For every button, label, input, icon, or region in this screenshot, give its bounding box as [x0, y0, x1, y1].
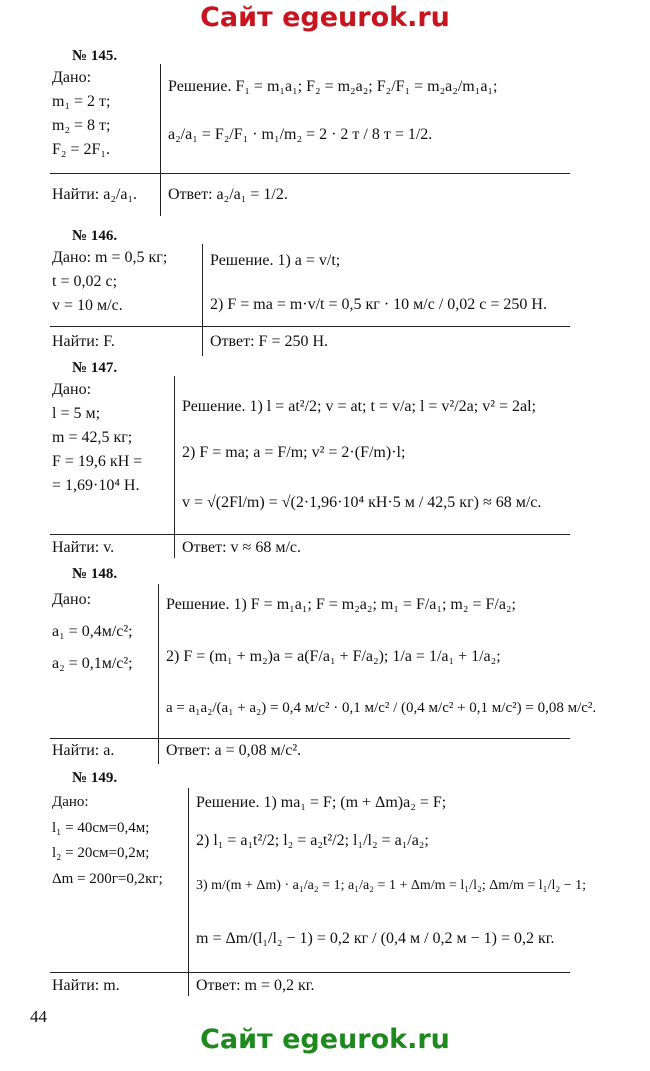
given-block	[52, 66, 110, 162]
divider-horizontal	[50, 738, 570, 739]
given-line: t = 0,02 с;	[52, 273, 118, 290]
solution-line: Решение. 1) ma₁ = F; (m + Δm)a₂ = F;	[196, 794, 447, 811]
solution-line: Решение. 1) F = m₁a₁; F = m₂a₂; m₁ = F/a₁; m₂ = F/a₂;	[166, 596, 516, 613]
given-line: m₂ = 8 т;	[52, 117, 111, 134]
given-line: l₁ = 40см=0,4м;	[52, 819, 150, 836]
given-line: l = 5 м;	[52, 405, 101, 422]
given-block	[52, 246, 167, 318]
divider-vertical	[158, 584, 159, 764]
given-line: a₁ = 0,4м/с²;	[52, 623, 133, 640]
given-line: Дано: m = 0,5 кг;	[52, 249, 168, 266]
given-line: Дано:	[52, 69, 92, 86]
problem-number: № 149.	[72, 770, 118, 786]
problem-number: № 145.	[72, 48, 118, 64]
divider-vertical	[160, 64, 161, 216]
solution-line: a₂/a₁ = F₂/F₁ · m₁/m₂ = 2 · 2 т / 8 т = 1/2.	[168, 126, 433, 143]
find-text: Найти: v.	[52, 539, 115, 556]
answer-text: Ответ: v ≈ 68 м/с.	[182, 539, 301, 556]
given-line: Δm = 200г=0,2кг;	[52, 870, 163, 887]
given-line: Дано:	[52, 381, 92, 398]
solution-line: Решение. 1) l = at²/2; v = at; t = v/a; l = v²/2a; v² = 2al;	[182, 398, 537, 415]
solution-line: 2) F = (m₁ + m₂)a = a(F/a₁ + F/a₂); 1/a = 1/a₁ + 1/a₂;	[166, 648, 501, 665]
solution-line: Решение. 1) a = v/t;	[210, 252, 341, 269]
solution-line: m = Δm/(l₁/l₂ − 1) = 0,2 кг / (0,4 м / 0,2 м − 1) = 0,2 кг.	[196, 930, 555, 947]
given-line: F₂ = 2F₁.	[52, 141, 110, 158]
solution-line: a = a₁a₂/(a₁ + a₂) = 0,4 м/с² · 0,1 м/с² / (0,4 м/с² + 0,1 м/с²) = 0,08 м/с².	[166, 700, 597, 716]
solution-line: 2) l₁ = a₁t²/2; l₂ = a₂t²/2; l₁/l₂ = a₁/a₂;	[196, 832, 429, 849]
find-text: Найти: a₂/a₁.	[52, 186, 138, 203]
problem-number: № 148.	[72, 566, 118, 582]
divider-horizontal	[50, 534, 570, 535]
answer-text: Ответ: F = 250 Н.	[210, 333, 329, 350]
problem-number: № 147.	[72, 360, 118, 376]
answer-text: Ответ: m = 0,2 кг.	[196, 977, 315, 994]
page-number: 44	[30, 1007, 47, 1026]
divider-horizontal	[50, 173, 570, 174]
answer-text: Ответ: a = 0,08 м/с².	[166, 742, 302, 759]
solution-line: 3) m/(m + Δm) · a₁/a₂ = 1; a₁/a₂ = 1 + Δm/m = l₁/l₂; Δm/m = l₁/l₂ − 1;	[196, 878, 587, 893]
find-text: Найти: a.	[52, 742, 115, 759]
given-line: Дано:	[52, 794, 89, 810]
solution-line: 2) F = ma; a = F/m; v² = 2·(F/m)·l;	[182, 444, 406, 461]
given-line: a₂ = 0,1м/с²;	[52, 655, 133, 672]
divider-vertical	[188, 788, 189, 996]
find-text: Найти: F.	[52, 333, 115, 350]
divider-vertical	[202, 244, 203, 356]
site-watermark-top: Сайт egeurok.ru	[200, 2, 450, 33]
given-line: m₁ = 2 т;	[52, 93, 111, 110]
divider-horizontal	[50, 972, 570, 973]
given-line: l₂ = 20см=0,2м;	[52, 845, 150, 861]
given-block	[52, 378, 142, 498]
divider-horizontal	[50, 326, 570, 327]
site-watermark-bottom: Сайт egeurok.ru	[200, 1024, 450, 1055]
given-line: Дано:	[52, 591, 92, 608]
solution-line: Решение. F₁ = m₁a₁; F₂ = m₂a₂; F₂/F₁ = m₂a₂/m₁a₁;	[168, 78, 498, 95]
given-line: = 1,69·10⁴ Н.	[52, 477, 140, 494]
divider-vertical	[174, 376, 175, 558]
solution-line: 2) F = ma = m·v/t = 0,5 кг · 10 м/с / 0,02 с = 250 Н.	[210, 296, 547, 313]
given-line: m = 42,5 кг;	[52, 429, 133, 446]
problem-number: № 146.	[72, 228, 118, 244]
given-line: F = 19,6 кН =	[52, 453, 143, 470]
find-text: Найти: m.	[52, 977, 120, 994]
answer-text: Ответ: a₂/a₁ = 1/2.	[168, 186, 288, 203]
given-block	[52, 584, 133, 680]
solution-line: v = √(2Fl/m) = √(2·1,96·10⁴ кН·5 м / 42,5 кг) ≈ 68 м/с.	[182, 494, 542, 511]
given-line: v = 10 м/с.	[52, 297, 123, 314]
given-block	[52, 790, 163, 892]
